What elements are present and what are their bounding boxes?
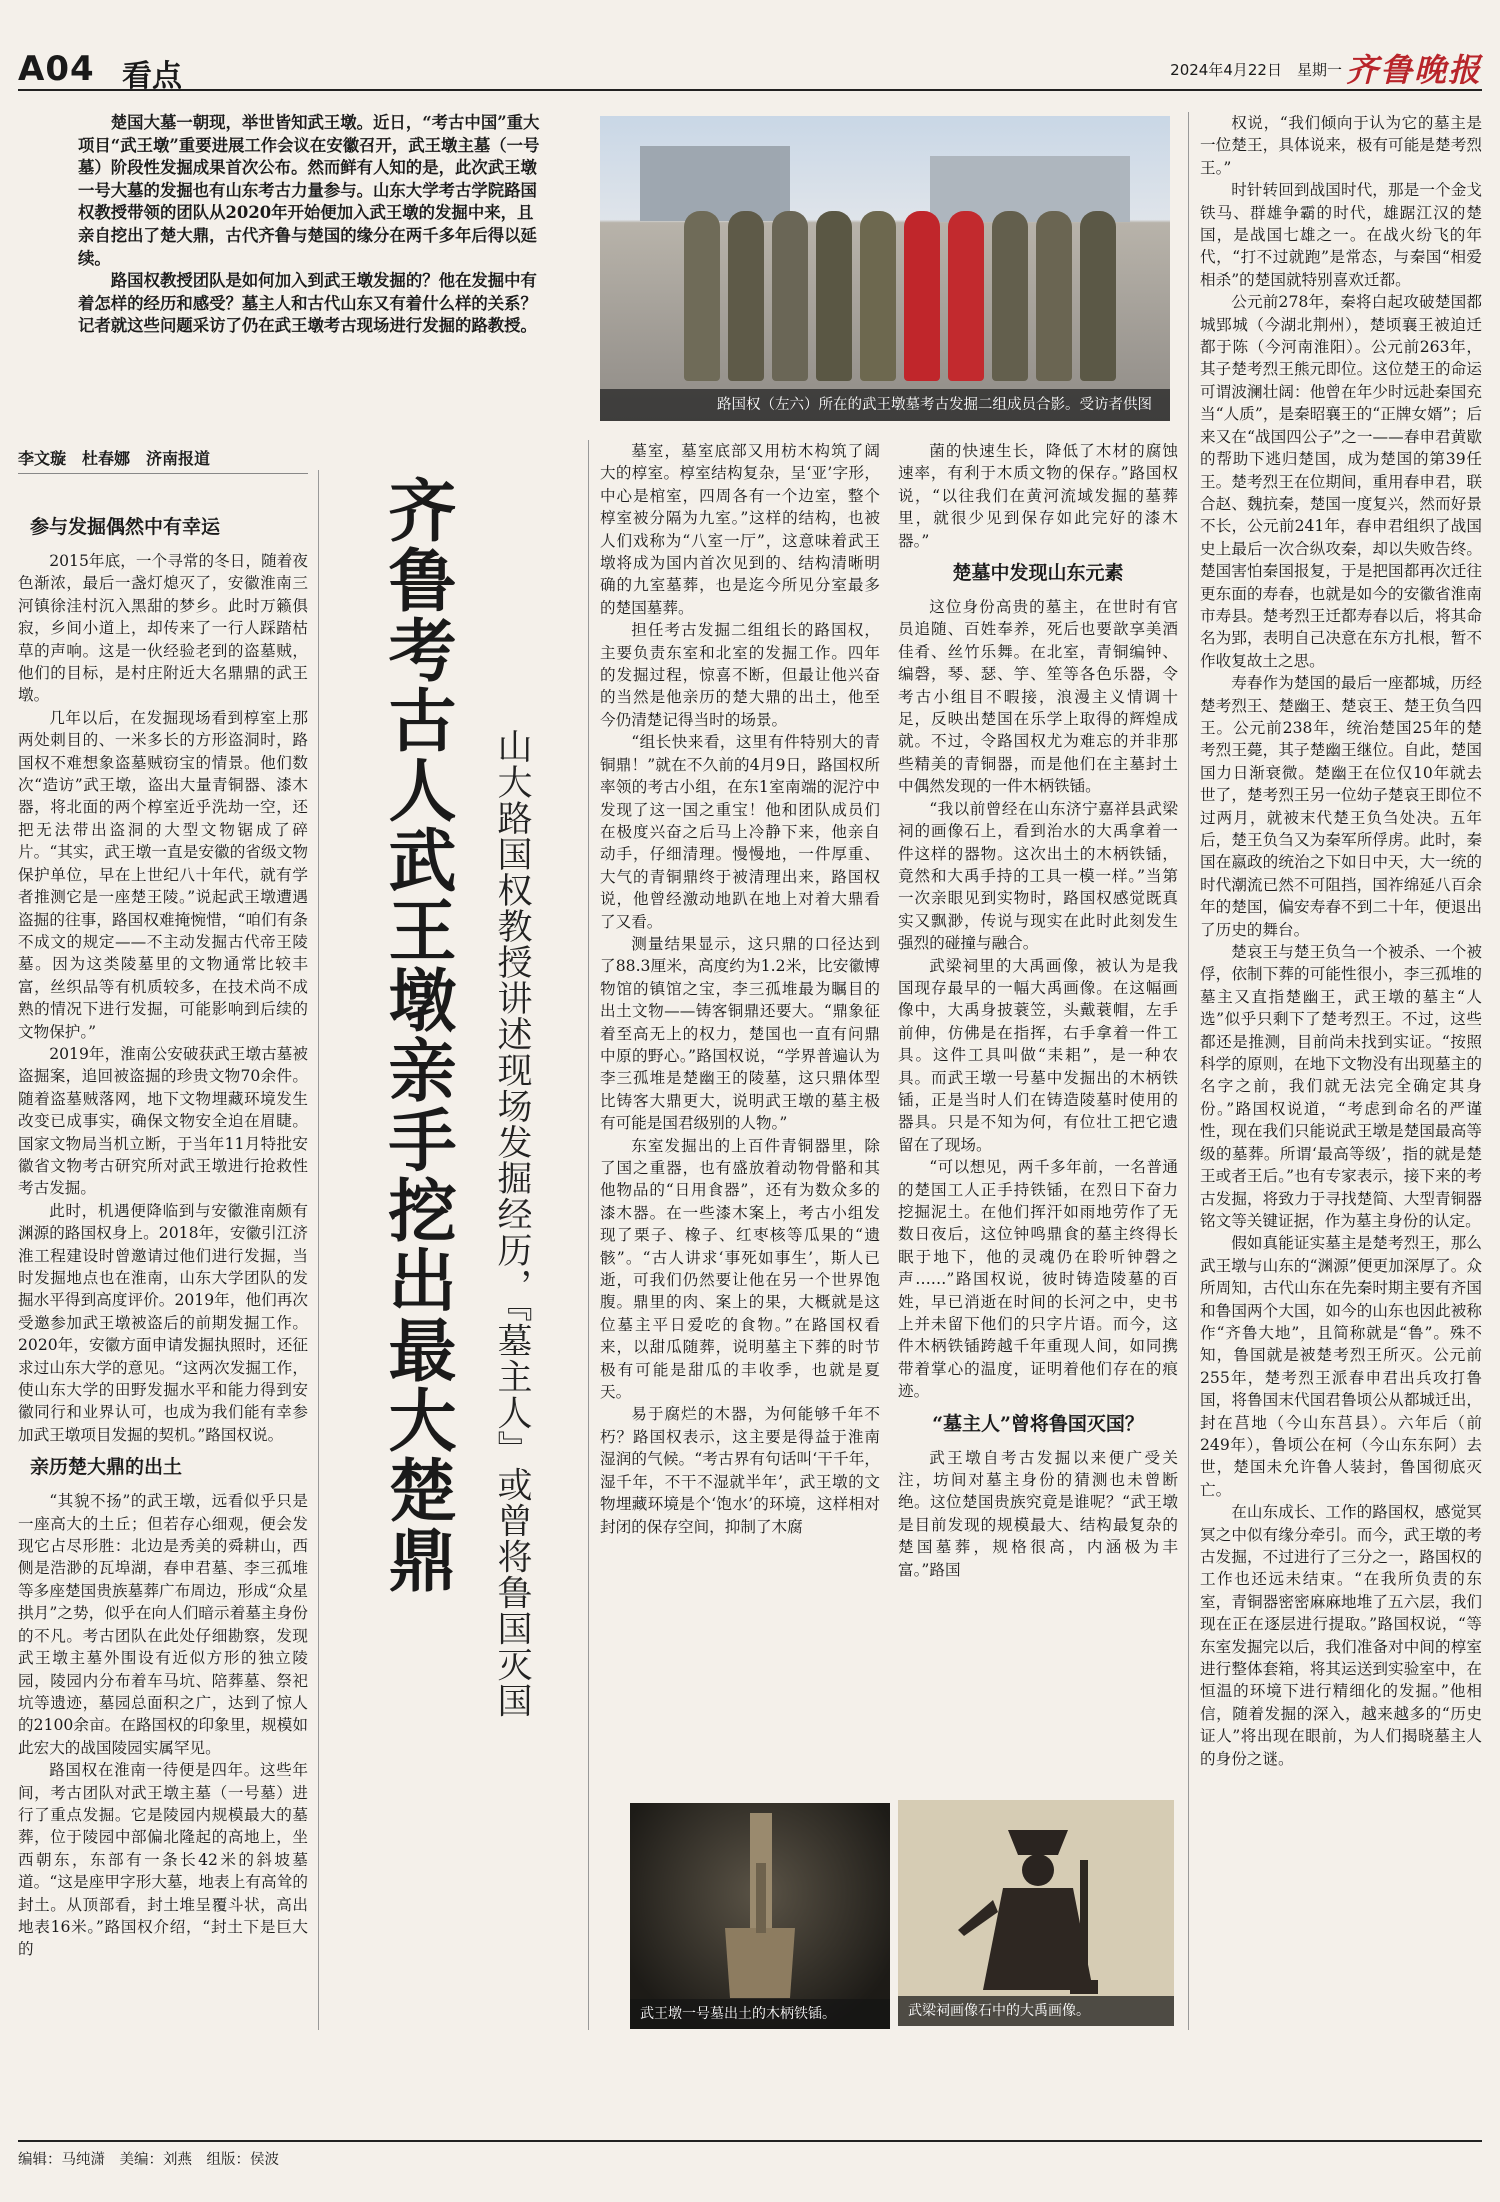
- paragraph: 担任考古发掘二组组长的路国权，主要负责东室和北室的发掘工作。四年的发掘过程，惊喜不断，但最让他兴奋的当然是他亲历的楚大鼎的出土，他至今仍清楚记得当时的场景。: [600, 621, 880, 729]
- subheading: 参与发掘偶然中有幸运: [30, 516, 221, 538]
- headline: 齐鲁考古人武王墩亲手挖出最大楚鼎: [377, 475, 456, 1595]
- sub-headline: 山大路国权教授讲述现场发掘经历，『墓主人』或曾将鲁国灭国: [492, 728, 532, 1719]
- column-divider: [318, 470, 319, 2030]
- paragraph: 假如真能证实墓主是楚考烈王，那么武王墩与山东的“渊源”便更加深厚了。众所周知，古代山东在先秦时期主要有齐国和鲁国两个大国，如今的山东也因此被称作“齐鲁大地”，且简称就是“鲁”。殊不知，鲁国就是被楚考烈王所灭。公元前255年，楚考烈王派春申君出兵攻打鲁国，将鲁国末代国君鲁顷公从都城迁出，封在莒地（今山东莒县）。六年后（前249年），鲁顷公在柯（今山东东阿）去世，楚国未允许鲁人装封，鲁国彻底灭亡。: [1200, 1234, 1482, 1499]
- paragraph: 菌的快速生长，降低了木材的腐蚀速率，有利于木质文物的保存。”路国权说，“以往我们在黄河流域发掘的墓葬里，就很少见到保存如此完好的漆木器。”: [898, 442, 1178, 550]
- column-divider: [1188, 112, 1189, 2030]
- paragraph: “其貌不扬”的武王墩，远看似乎只是一座高大的土丘；但若存心细观，便会发现它占尽形胜：北边是秀美的舜耕山，西侧是浩渺的瓦埠湖，春申君墓、李三孤堆等多座楚国贵族墓葬广布周边，形成“众星拱月”之势，似乎在向人们暗示着墓主身份的不凡。考古团队在此处仔细勘察，发现武王墩主墓外围设有近似方形的独立陵园，陵园内分布着车马坑、陪葬墓、祭祀坑等遗迹，墓园总面积之广，达到了惊人的2100余亩。在路国权的印象里，规模如此宏大的战国陵园实属罕见。: [18, 1492, 308, 1757]
- photo-caption: 路国权（左六）所在的武王墩墓考古发掘二组成员合影。受访者供图: [600, 389, 1170, 421]
- team-photo: [600, 116, 1170, 421]
- paragraph: 时针转回到战国时代，那是一个金戈铁马、群雄争霸的时代，雄踞江汉的楚国，是战国七雄之一。在战火纷飞的年代，“打不过就跑”是常态，与秦国“相爱相杀”的楚国就特别喜欢迁都。: [1200, 181, 1482, 289]
- iron-spade-photo: [630, 1803, 890, 2029]
- section-name: 看点: [122, 59, 182, 94]
- paragraph: “可以想见，两千多年前，一名普通的楚国工人正手持铁锸，在烈日下奋力挖掘泥土。在他们挥汗如雨地劳作了无数日夜后，这位钟鸣鼎食的墓主终得长眠于地下，他的灵魂仍在聆听钟磬之声……”路国权说，彼时铸造陵墓的百姓，早已消逝在时间的长河之中，史书上并未留下他们的只字片语。而今，这件木柄铁锸跨越千年重现人间，如同携带着掌心的温度，证明着他们存在的痕迹。: [898, 1158, 1178, 1401]
- date-text: 2024年4月22日: [1170, 61, 1282, 79]
- layout-credit: 组版：侯波: [206, 2152, 279, 2168]
- paragraph: 东室发掘出的上百件青铜器里，除了国之重器，也有盛放着动物骨骼和其他物品的“日用食器”，还有为数众多的漆木器。在一些漆木案上，考古小组发现了栗子、橡子、红枣核等瓜果的“遗骸”。“古人讲求‘事死如事生’，斯人已逝，可我们仍然要让他在另一个世界饱腹。鼎里的肉、案上的果，大概就是这位墓主平日爱吃的食物。”在路国权看来，以甜瓜随葬，说明墓主下葬的时节极有可能是甜瓜的丰收季，也就是夏天。: [600, 1136, 880, 1402]
- spade-icon: [630, 1803, 890, 2029]
- intro-paragraph: 路国权教授团队是如何加入到武王墩发掘的？他在发掘中有着怎样的经历和感受？墓主人和古代山东又有着什么样的关系？记者就这些问题采访了仍在武王墩考古现场进行发掘的路教授。: [78, 271, 537, 336]
- paragraph: 墓室，墓室底部又用枋木构筑了阔大的椁室。椁室结构复杂，呈‘亚’字形，中心是棺室，四周各有一个边室，整个椁室被分隔为九室。”这样的结构，也被人们戏称为“八室一厅”，这意味着武王墩将成为国内首次见到的、结构清晰明确的九室墓葬，也是迄今所见分室最多的楚国墓葬。: [600, 442, 880, 617]
- page-footer: [18, 2140, 1482, 2169]
- column-3: [898, 440, 1178, 1890]
- art-credit: 美编：刘燕: [119, 2152, 192, 2168]
- figure-caption: 武王墩一号墓出土的木柄铁锸。: [630, 1999, 890, 2029]
- intro-paragraph: 楚国大墓一朝现，举世皆知武王墩。近日，“考古中国”重大项目“武王墩”重要进展工作会议在安徽召开，武王墩主墓（一号墓）阶段性发掘成果首次公布。然而鲜有人知的是，此次武王墩一号大墓的发掘也有山东考古力量参与。山东大学考古学院路国权教授带领的团队从2020年开始便加入武王墩的发掘中来，且亲自挖出了楚大鼎，古代齐鲁与楚国的缘分在两千多年后得以延续。: [78, 113, 540, 268]
- paragraph: 路国权在淮南一待便是四年。这些年间，考古团队对武王墩主墓（一号墓）进行了重点发掘。它是陵园内规模最大的墓葬，位于陵园中部偏北隆起的高地上，坐西朝东，东部有一条长42米的斜坡墓道。“这是座甲字形大墓，地表上有高耸的封土。从顶部看，封土堆呈覆斗状，高出地表16米。”路国权介绍，“封土下是巨大的: [18, 1761, 308, 1959]
- lead-intro: [78, 112, 540, 338]
- paragraph: 公元前278年，秦将白起攻破楚国都城郢城（今湖北荆州），楚顷襄王被迫迁都于陈（今河南淮阳）。公元前263年，其子楚考烈王熊元即位。这位楚王的命运可谓波澜壮阔：他曾在年少时远赴秦国充当“人质”，是秦昭襄王的“正牌女婿”；后来又在“战国四公子”之一——春申君黄歇的帮助下逃归楚国，成为楚国的第39任王。楚考烈王在位期间，重用春申君，联合赵、魏抗秦，楚国一度复兴，然而好景不长，公元前241年，春申君组织了战国史上最后一次合纵攻秦，却以失败告终。楚国害怕秦国报复，于是把国都再次迁往更东面的寿春，也就是如今的安徽省淮南市寿县。楚考烈王迁都寿春以后，将其命名为郢，表明自己决意在东方扎根，暂不作收复故土之思。: [1200, 293, 1482, 670]
- page-header: [18, 45, 1482, 94]
- paragraph: 武王墩自考古发掘以来便广受关注，坊间对墓主身份的猜测也未曾断绝。这位楚国贵族究竟是谁呢？“武王墩是目前发现的规模最大、结构最复杂的楚国墓葬，规格很高，内涵极为丰富。”路国: [898, 1448, 1178, 1579]
- paragraph: 权说，“我们倾向于认为它的墓主是一位楚王，具体说来，极有可能是楚考烈王。”: [1200, 114, 1482, 177]
- paragraph: “组长快来看，这里有件特别大的青铜鼎！”就在不久前的4月9日，路国权所率领的考古小组，在东1室南端的泥泞中发现了这一国之重宝！他和团队成员们在极度兴奋之后马上冷静下来，他亲自动手，仔细清理。慢慢地，一件厚重、大气的青铜鼎终于被清理出来，路国权说，他曾经激动地趴在地上对着大鼎看了又看。: [600, 733, 880, 931]
- paragraph: 测量结果显示，这只鼎的口径达到了88.3厘米，高度约为1.2米，比安徽博物馆的镇馆之宝，李三孤堆最为瞩目的出土文物——铸客铜鼎还要大。“鼎象征着至高无上的权力，楚国也一直有问鼎中原的野心。”路国权说，“学界普遍认为李三孤堆是楚幽王的陵墓，这只鼎体型比铸客大鼎更大，说明武王墩的墓主极有可能是国君级别的人物。”: [600, 934, 880, 1133]
- paragraph: 此时，机遇便降临到与安徽淮南颇有渊源的路国权身上。2018年，安徽引江济淮工程建设时曾邀请过他们进行发掘，当时发掘地点也在淮南，山东大学团队的发掘水平得到高度评价。2019年，他们再次受邀参加武王墩被盗后的前期发掘工作。2020年，安徽方面申请发掘执照时，还征求过山东大学的意见。“这两次发掘工作，使山东大学的田野发掘水平和能力得到安徽同行和业界认可，也成为我们能有幸参加武王墩项目发掘的契机。”路国权说。: [18, 1201, 308, 1444]
- paragraph: 2019年，淮南公安破获武王墩古墓被盗掘案，追回被盗掘的珍贵文物70余件。随着盗墓贼落网，地下文物埋藏环境发生改变已成事实，确保文物安全迫在眉睫。国家文物局当机立断，于当年11月特批安徽省文物考古研究所对武王墩进行抢救性考古发掘。: [18, 1044, 308, 1198]
- paragraph: 这位身份高贵的墓主，在世时有官员追随、百姓奉养，死后也要歆享美酒佳肴、丝竹乐舞。在北室，青铜编钟、编磬，琴、瑟、竽、笙等各色乐器，令考古小组目不暇接，浪漫主义情调十足，反映出楚国在乐学上取得的辉煌成就。不过，令路国权尤为难忘的并非那些精美的青铜器，而是他们在主墓封土中偶然发现的一件木柄铁锸。: [898, 598, 1178, 796]
- subheading: “墓主人”曾将鲁国灭国？: [932, 1412, 1144, 1435]
- paragraph: 武梁祠里的大禹画像，被认为是我国现存最早的一幅大禹画像。在这幅画像中，大禹身披蓑笠，头戴蓑帽，左手前伸，仿佛是在指挥，右手拿着一件工具。这件工具叫做“耒耜”，是一种农具。而武王墩一号墓中发掘出的木柄铁锸，正是当时人们在铸造陵墓时使用的器具。只是不知为何，有位壮工把它遗留在了现场。: [898, 956, 1178, 1154]
- paragraph: “我以前曾经在山东济宁嘉祥县武梁祠的画像石上，看到治水的大禹拿着一件这样的器物。这次出土的木柄铁锸，竟然和大禹手持的工具一模一样。”当第一次亲眼见到实物时，路国权感觉既真实又飘渺，传说与现实在此时此刻发生强烈的碰撞与融合。: [898, 799, 1178, 953]
- byline: 李文璇 杜春娜 济南报道: [18, 446, 308, 474]
- issue-date: [1170, 59, 1342, 80]
- page-number: A04: [18, 49, 95, 89]
- paragraph: 几年以后，在发掘现场看到椁室上那两处刺目的、一米多长的方形盗洞时，路国权不难想象盗墓贼窃宝的情景。他们数次“造访”武王墩，盗出大量青铜器、漆木器，将北面的两个椁室近乎洗劫一空，还把无法带出盗洞的大型文物锯成了碎片。“其实，武王墩一直是安徽的省级文物保护单位，早在上世纪八十年代，就有学者推测它是一座楚王陵。”说起武王墩遭遇盗掘的往事，路国权难掩惋惜，“咱们有条不成文的规定——不主动发掘古代帝王陵墓。因为这类陵墓里的文物通常比较丰富，丝织品等有机质较多，在技术尚不成熟的情况下进行发掘，可能影响到后续的文物保护。”: [18, 708, 308, 1041]
- column-2: [600, 440, 880, 1895]
- figure-caption: 武梁祠画像石中的大禹画像。: [898, 1996, 1174, 2026]
- editor-credit: 编辑：马纯潇: [18, 2152, 105, 2168]
- paragraph: 在山东成长、工作的路国权，感觉冥冥之中似有缘分牵引。而今，武王墩的考古发掘，不过进行了三分之一，路国权的工作也还远未结束。“在我所负责的东室，青铜器密密麻麻地堆了五六层，我们现在正在逐层进行提取。”路国权说，“等东室发掘完以后，我们准备对中间的椁室进行整体套箱，将其运送到实验室中，在恒温的环境下进行精细化的发掘。”他相信，随着发掘的深入，越来越多的“历史证人”将出现在眼前，为人们揭晓墓主人的身份之谜。: [1200, 1503, 1482, 1768]
- subheading: 亲历楚大鼎的出土: [30, 1456, 183, 1479]
- paragraph: 寿春作为楚国的最后一座都城，历经楚考烈王、楚幽王、楚哀王、楚王负刍四王。公元前238年，统治楚国25年的楚考烈王薨，其子楚幽王继位。自此，楚国国力日渐衰微。楚幽王在位仅10年就去世了，楚考烈王另一位幼子楚哀王即位不过两月，就被末代楚王负刍处决。五年后，楚王负刍又为秦军所俘虏。此时，秦国在嬴政的统治之下如日中天，大一统的时代潮流已然不可阻挡，国祚绵延八百余年的楚国，偏安寿春不到二十年，便退出了历史的舞台。: [1200, 674, 1482, 939]
- column-1: [18, 506, 308, 2028]
- paragraph: 2015年底，一个寻常的冬日，随着夜色渐浓，最后一盏灯熄灭了，安徽淮南三河镇徐洼村沉入黑甜的梦乡。此时万籁俱寂，乡间小道上，却传来了一行人踩踏枯草的声响。这是一伙经验老到的盗墓贼，他们的目标，是村庄附近大名鼎鼎的武王墩。: [18, 552, 308, 705]
- subheading: 楚墓中发现山东元素: [952, 562, 1124, 585]
- column-4: [1200, 112, 1482, 2024]
- paragraph: 楚哀王与楚王负刍一个被杀、一个被俘，依制下葬的可能性很小，李三孤堆的墓主又直指楚幽王，武王墩的墓主“人选”似乎只剩下了楚考烈王。不过，这些都还是推测，目前尚未找到实证。“按照科学的原则，在地下文物没有出现墓主的名字之前，我们就无法完全确定其身份。”路国权说道，“考虑到命名的严谨性，现在我们只能说武王墩是楚国最高等级的墓葬。所谓‘最高等级’，指的就是楚王或者王后。”也有专家表示，接下来的考古发掘，将致力于寻找楚简、大型青铜器铭文等关键证据，作为墓主身份的认定。: [1200, 943, 1482, 1230]
- column-divider: [588, 440, 589, 2030]
- dayu-relief-image: [898, 1800, 1174, 2026]
- newspaper-logo: 齐鲁晚报: [1345, 51, 1482, 89]
- dayu-figure-icon: [898, 1800, 1174, 2026]
- paragraph: 易于腐烂的木器，为何能够千年不朽？路国权表示，这主要是得益于淮南湿润的气候。“考古界有句话叫‘干千年，湿千年，不干不湿就半年’，武王墩的文物埋藏环境是个‘饱水’的环境，这样相对封闭的保存空间，抑制了木腐: [600, 1405, 880, 1536]
- weekday-text: 星期一: [1296, 61, 1342, 79]
